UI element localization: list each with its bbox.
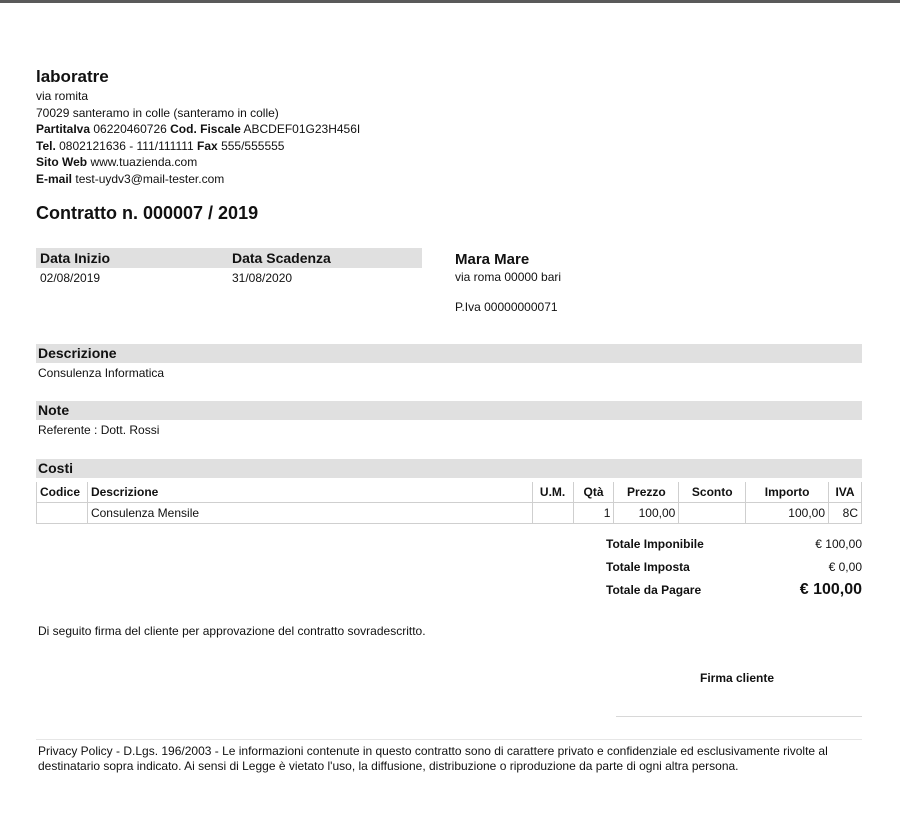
amount-due-label: Totale da Pagare (606, 582, 702, 597)
taxable-total-value: € 100,00 (815, 536, 862, 551)
col-vat: IVA (829, 482, 862, 503)
email-value: test-uydv3@mail-tester.com (75, 171, 225, 186)
tel-label: Tel. (36, 138, 56, 153)
signature-line (616, 716, 862, 717)
footer-divider (36, 739, 862, 740)
costs-table (36, 482, 862, 524)
notes-text: Referente : Dott. Rossi (38, 423, 160, 437)
cell-price: 100,00 (614, 503, 679, 524)
cell-description: Consulenza Mensile (87, 503, 532, 524)
web-label: Sito Web (36, 155, 88, 169)
costs-section (36, 459, 862, 478)
col-code: Codice (37, 482, 88, 503)
client-vat: P.Iva 00000000071 (455, 300, 558, 314)
start-date-label: Data Inizio (40, 250, 111, 266)
company-name: laboratre (36, 67, 109, 86)
company-street: via romita (36, 89, 89, 103)
cell-vat: 8C (829, 503, 862, 524)
web-value: www.tuazienda.com (90, 155, 198, 169)
col-description: Descrizione (87, 482, 532, 503)
cell-amount: 100,00 (746, 503, 829, 524)
vat-value: 06220460726 (93, 122, 167, 136)
company-email-line (36, 171, 360, 188)
description-section (36, 344, 862, 383)
company-tax-line (36, 121, 360, 138)
signature-note: Di seguito firma del cliente per approvazione del contratto sovradescritto. (38, 624, 426, 638)
cell-qty: 1 (573, 503, 614, 524)
client-address: via roma 00000 bari (455, 270, 562, 284)
taxable-total-row (606, 532, 862, 555)
col-price: Prezzo (614, 482, 679, 503)
client-name: Mara Mare (455, 251, 530, 268)
start-date-value: 02/08/2019 (40, 271, 101, 285)
dates-values (36, 268, 422, 288)
end-date-value: 31/08/2020 (232, 271, 293, 285)
description-heading: Descrizione (36, 344, 862, 363)
vat-label: PartitaIva (36, 122, 91, 136)
col-um: U.M. (532, 482, 573, 503)
costs-header-row (37, 482, 862, 503)
tax-total-label: Totale Imposta (606, 559, 690, 574)
col-discount: Sconto (679, 482, 746, 503)
col-amount: Importo (746, 482, 829, 503)
company-phone-line (36, 138, 360, 155)
end-date-label: Data Scadenza (232, 250, 331, 266)
fiscal-code-value: ABCDEF01G23H456I (243, 122, 361, 136)
cell-code (37, 503, 88, 524)
col-qty: Qtà (573, 482, 614, 503)
table-row (37, 503, 862, 524)
notes-heading: Note (36, 401, 862, 420)
company-header (36, 66, 360, 187)
signature-label: Firma cliente (700, 671, 775, 685)
fax-value: 555/555555 (221, 138, 285, 153)
contract-dates (36, 248, 422, 288)
taxable-total-label: Totale Imponibile (606, 536, 704, 551)
company-web-line (36, 154, 360, 171)
costs-heading: Costi (36, 459, 862, 478)
notes-section (36, 401, 862, 440)
company-city: 70029 santeramo in colle (santeramo in colle) (36, 105, 279, 120)
email-label: E-mail (36, 171, 73, 186)
fax-label: Fax (197, 138, 218, 153)
cell-um (532, 503, 573, 524)
dates-header (36, 248, 422, 268)
totals-block (606, 532, 862, 601)
fiscal-code-label: Cod. Fiscale (170, 122, 241, 136)
privacy-policy-text: Privacy Policy - D.Lgs. 196/2003 - Le informazioni contenute in questo contratto sono di carattere privato e confidenziale ed esclusivamente rivolte al destinatario sopra indicato. Ai sensi di Legge è vietato l'uso, la diffusione, distribuzione o riproduzione da parte di ogni altra persona. (38, 744, 828, 773)
amount-due-value: € 100,00 (799, 580, 862, 598)
amount-due-row (606, 578, 862, 601)
tax-total-row (606, 555, 862, 578)
client-block (455, 250, 561, 315)
contract-title: Contratto n. 000007 / 2019 (36, 203, 259, 223)
cell-discount (679, 503, 746, 524)
top-border (0, 0, 900, 3)
tel-value: 0802121636 - 111/111111 (59, 138, 194, 153)
description-text: Consulenza Informatica (38, 366, 165, 380)
tax-total-value: € 0,00 (828, 559, 862, 574)
